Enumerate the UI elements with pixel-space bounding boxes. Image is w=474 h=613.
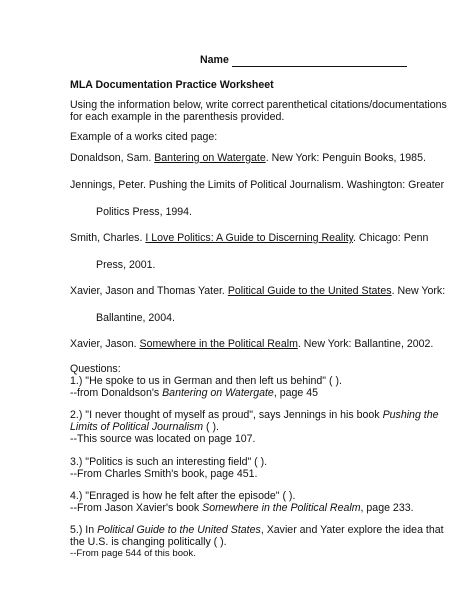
question-2-source: --This source was located on page 107. — [70, 433, 256, 445]
works-cited-entry-donaldson — [70, 151, 426, 165]
question-1: 1.) "He spoke to us in German and then left us behind" ( ). — [70, 375, 342, 387]
worksheet-title: MLA Documentation Practice Worksheet — [70, 79, 274, 91]
question-text: 5.) In — [70, 524, 98, 536]
works-cited-entry-jennings: Jennings, Peter. Pushing the Limits of Political Journalism. Washington: Greater — [70, 179, 445, 191]
question-text-cont: , Xavier and Yater explore the idea that — [260, 524, 444, 536]
works-cited-label: Example of a works cited page: — [70, 131, 218, 143]
entry-title: Bantering on Watergate — [154, 152, 266, 164]
question-3-source: --From Charles Smith's book, page 451. — [70, 468, 258, 480]
works-cited-entry-xavier-yater — [70, 284, 445, 298]
entry-publication: . New York: Ballantine, 2002. — [297, 338, 434, 350]
works-cited-entry-smith-cont: Press, 2001. — [96, 259, 156, 271]
source-page: , page 45 — [273, 387, 318, 399]
question-3: 3.) "Politics is such an interesting field" ( ). — [70, 456, 268, 468]
instructions-line-2: for each example in the parenthesis provided. — [70, 111, 285, 123]
question-4: 4.) "Enraged is how he felt after the episode" ( ). — [70, 490, 296, 502]
source-title: Bantering on Watergate — [162, 387, 274, 399]
works-cited-entry-xavier — [70, 337, 433, 351]
question-5-source: --From page 544 of this book. — [70, 548, 196, 559]
entry-title: Somewhere in the Political Realm — [139, 338, 298, 350]
entry-author: Smith, Charles. — [70, 232, 143, 244]
entry-author: Xavier, Jason and Thomas Yater. — [70, 285, 225, 297]
question-1-source — [70, 386, 318, 400]
works-cited-entry-xavier-yater-cont: Ballantine, 2004. — [96, 312, 175, 324]
entry-publication: . New York: Penguin Books, 1985. — [265, 152, 426, 164]
entry-title: I Love Politics: A Guide to Discerning Reality — [145, 232, 354, 244]
works-cited-entry-smith — [70, 231, 428, 245]
entry-title: Political Guide to the United States — [227, 285, 392, 297]
entry-publication: . New York: — [391, 285, 446, 297]
source-page: , page 233. — [360, 502, 414, 514]
question-4-source — [70, 501, 414, 515]
book-title-cont: Limits of Political Journalism — [70, 421, 204, 433]
question-5-cont: the U.S. is changing politically ( ). — [70, 536, 227, 548]
entry-author: Xavier, Jason. — [70, 338, 137, 350]
question-text: 2.) "I never thought of myself as proud", says Jennings in his book — [70, 409, 383, 421]
source-text: --from Donaldson's — [70, 387, 163, 399]
book-title: Pushing the — [382, 409, 439, 421]
instructions-line-1: Using the information below, write correct parenthetical citations/documentations — [70, 99, 447, 111]
works-cited-entry-jennings-cont: Politics Press, 1994. — [96, 206, 192, 218]
entry-publication: . Chicago: Penn — [353, 232, 429, 244]
book-title: Political Guide to the United States — [97, 524, 261, 536]
source-text: --From Jason Xavier's book — [70, 502, 203, 514]
questions-label: Questions: — [70, 363, 121, 375]
entry-author: Donaldson, Sam. — [70, 152, 152, 164]
name-blank-line[interactable] — [232, 66, 407, 67]
name-label: Name — [200, 54, 229, 66]
source-title: Somewhere in the Political Realm — [202, 502, 361, 514]
citation-blank: ( ). — [203, 421, 219, 433]
